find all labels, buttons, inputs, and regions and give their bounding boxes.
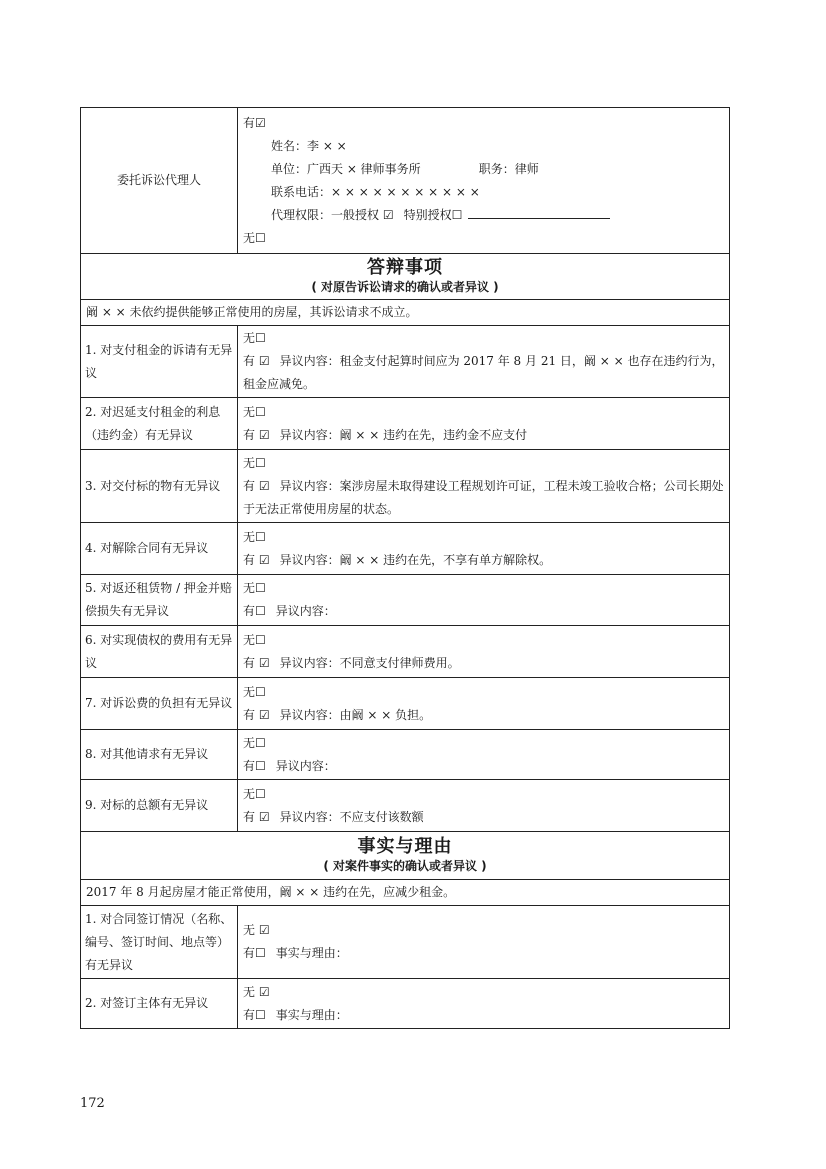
facts-summary-row <box>81 880 730 906</box>
has-checkbox[interactable]: 有 ☑ <box>243 809 270 824</box>
facts-item-label: 2. 对签订主体有无异议 <box>81 979 238 1029</box>
has-checkbox[interactable]: 有 ☑ <box>243 552 270 567</box>
none-checkbox[interactable]: 无☐ <box>243 455 266 470</box>
objection-line <box>243 704 724 727</box>
facts-item-label: 1. 对合同签订情况（名称、编号、签订时间、地点等）有无异议 <box>81 906 238 979</box>
defense-item-label: 8. 对其他请求有无异议 <box>81 730 238 780</box>
objection-line <box>243 600 724 623</box>
defense-item-row <box>81 326 730 398</box>
agent-unit: 单位：广西天 × 律师事务所 <box>271 161 421 176</box>
defense-title: 答辩事项 <box>367 257 443 278</box>
objection-content: 异议内容：不应支付该数额 <box>279 809 424 824</box>
defense-header-row <box>81 254 730 300</box>
authority-special-checkbox[interactable]: 特别授权☐ <box>403 207 463 222</box>
defense-item-label: 1. 对支付租金的诉请有无异议 <box>81 326 238 398</box>
agent-authority-line <box>243 204 724 227</box>
agent-label: 委托诉讼代理人 <box>81 108 238 254</box>
defense-item-row <box>81 780 730 832</box>
none-checkbox[interactable]: 无☐ <box>243 331 266 345</box>
facts-subtitle: ( 对案件事实的确认或者异议 ) <box>323 859 487 873</box>
defense-item-row <box>81 626 730 678</box>
none-checkbox[interactable]: 无☐ <box>243 632 266 647</box>
facts-header <box>81 832 730 880</box>
objection-content: 异议内容： <box>275 604 336 618</box>
reason-line <box>243 942 724 965</box>
facts-summary: 2017 年 8 月起房屋才能正常使用，阚 × × 违约在先，应减少租金。 <box>81 880 730 906</box>
objection-content: 异议内容：案涉房屋未取得建设工程规划许可证，工程未竣工验收合格；公司长期处于无法正常使用房屋的状态。 <box>243 478 724 516</box>
page-number: 172 <box>80 1096 105 1111</box>
facts-item-row <box>81 906 730 979</box>
agent-none-checkbox[interactable]: 无☐ <box>243 230 266 245</box>
has-checkbox[interactable]: 有☐ <box>243 758 266 773</box>
none-checkbox[interactable]: 无☐ <box>243 684 266 699</box>
agent-position: 职务：律师 <box>478 161 539 176</box>
objection-content: 异议内容：租金支付起算时间应为 2017 年 8 月 21 日，阚 × × 也存在违约行为，租金应减免。 <box>243 354 724 391</box>
has-checkbox[interactable]: 有☐ <box>243 604 266 618</box>
defense-item-row <box>81 575 730 626</box>
defense-header <box>81 254 730 300</box>
facts-title: 事实与理由 <box>357 836 453 857</box>
has-checkbox[interactable]: 有 ☑ <box>243 707 270 722</box>
objection-line <box>243 549 724 572</box>
agent-has-checkbox[interactable]: 有☑ <box>243 115 266 130</box>
defense-summary: 阚 × × 未依约提供能够正常使用的房屋，其诉讼请求不成立。 <box>81 300 730 326</box>
objection-content: 异议内容： <box>275 758 336 773</box>
defense-item-label: 3. 对交付标的物有无异议 <box>81 450 238 523</box>
defense-item-label: 7. 对诉讼费的负担有无异议 <box>81 678 238 730</box>
objection-content: 异议内容：阚 × × 违约在先，违约金不应支付 <box>279 427 528 442</box>
objection-content: 异议内容：不同意支付律师费用。 <box>279 655 460 670</box>
objection-line <box>243 475 724 521</box>
defense-item-row <box>81 678 730 730</box>
defense-subtitle: ( 对原告诉讼请求的确认或者异议 ) <box>311 280 499 294</box>
none-checkbox[interactable]: 无 ☑ <box>243 984 270 999</box>
has-checkbox[interactable]: 有 ☑ <box>243 427 270 442</box>
reason-content: 事实与理由： <box>275 946 348 960</box>
agent-name: 姓名：李 × × <box>271 138 347 153</box>
objection-line <box>243 806 724 829</box>
has-checkbox[interactable]: 有 ☑ <box>243 354 270 368</box>
objection-content: 异议内容：阚 × × 违约在先，不享有单方解除权。 <box>279 552 552 567</box>
defense-item-label: 5. 对返还租赁物 / 押金并赔偿损失有无异议 <box>81 575 238 626</box>
has-checkbox[interactable]: 有☐ <box>243 946 266 960</box>
none-checkbox[interactable]: 无☐ <box>243 581 266 595</box>
defense-item-label: 4. 对解除合同有无异议 <box>81 523 238 575</box>
has-checkbox[interactable]: 有 ☑ <box>243 478 270 493</box>
authority-general-checkbox[interactable]: 代理权限：一般授权 ☑ <box>271 207 394 222</box>
defense-summary-row <box>81 300 730 326</box>
defense-item-label: 2. 对迟延支付租金的利息（违约金）有无异议 <box>81 398 238 450</box>
agent-info <box>238 108 730 254</box>
objection-content: 异议内容：由阚 × × 负担。 <box>279 707 432 722</box>
none-checkbox[interactable]: 无☐ <box>243 404 266 419</box>
none-checkbox[interactable]: 无 ☑ <box>243 923 270 937</box>
facts-header-row <box>81 832 730 880</box>
defense-item-row <box>81 523 730 575</box>
defense-item-row <box>81 398 730 450</box>
has-checkbox[interactable]: 有☐ <box>243 1007 266 1022</box>
reason-line <box>243 1004 724 1027</box>
objection-line <box>243 350 724 396</box>
none-checkbox[interactable]: 无☐ <box>243 735 266 750</box>
agent-phone: 联系电话：× × × × × × × × × × × <box>271 184 480 199</box>
objection-line <box>243 755 724 778</box>
authority-blank-line <box>468 206 610 219</box>
defense-item-row <box>81 450 730 523</box>
has-checkbox[interactable]: 有 ☑ <box>243 655 270 670</box>
response-form-table <box>80 107 730 1029</box>
facts-item-row <box>81 979 730 1029</box>
objection-line <box>243 424 724 447</box>
none-checkbox[interactable]: 无☐ <box>243 786 266 801</box>
none-checkbox[interactable]: 无☐ <box>243 529 266 544</box>
agent-unit-line <box>243 158 724 181</box>
agent-row <box>81 108 730 254</box>
objection-line <box>243 652 724 675</box>
defense-item-label: 9. 对标的总额有无异议 <box>81 780 238 832</box>
reason-content: 事实与理由： <box>275 1007 348 1022</box>
defense-item-row <box>81 730 730 780</box>
defense-item-label: 6. 对实现债权的费用有无异议 <box>81 626 238 678</box>
